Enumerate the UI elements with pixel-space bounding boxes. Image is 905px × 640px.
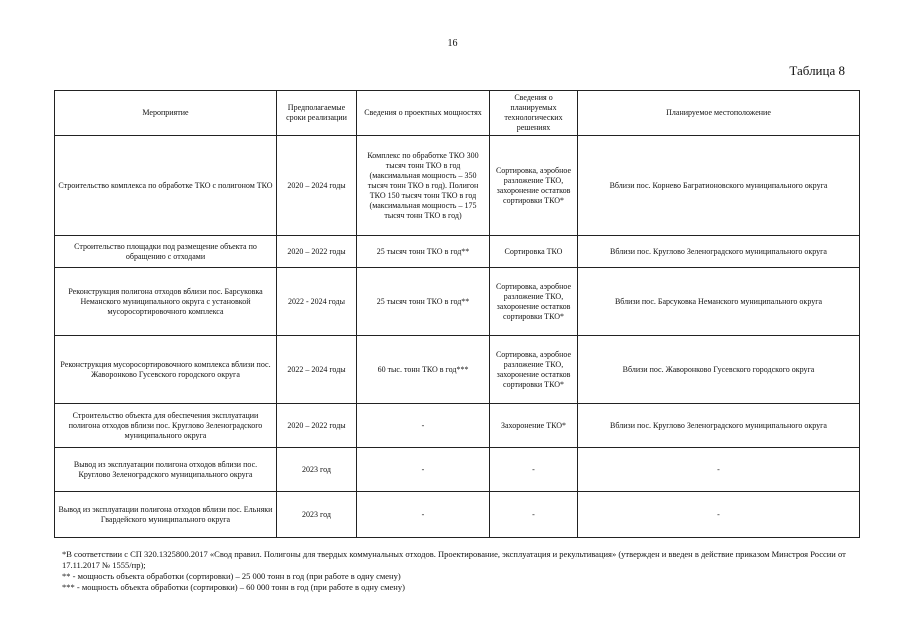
cell-event: Реконструкция мусоросортировочного комплекса вблизи пос. Жаворонково Гусевского городского округа bbox=[55, 336, 277, 404]
cell-event: Строительство площадки под размещение объекта по обращению с отходами bbox=[55, 236, 277, 268]
cell-period: 2022 – 2024 годы bbox=[277, 336, 357, 404]
table-row bbox=[55, 404, 860, 448]
cell-technology: - bbox=[490, 492, 578, 538]
cell-location: Вблизи пос. Круглово Зеленоградского муниципального округа bbox=[578, 404, 860, 448]
cell-location: Вблизи пос. Барсуковка Неманского муниципального округа bbox=[578, 268, 860, 336]
cell-technology: Сортировка, аэробное разложение ТКО, захоронение остатков сортировки ТКО* bbox=[490, 136, 578, 236]
table-row bbox=[55, 236, 860, 268]
footnote: *В соответствии с СП 320.1325800.2017 «Свод правил. Полигоны для твердых коммунальных отходов. Проектирование, эксплуатация и рекультивация» (утвержден и введен в действие приказом Минстроя России от 17.11.2017 № 1555/пр); bbox=[62, 549, 846, 570]
cell-capacity: Комплекс по обработке ТКО 300 тысяч тонн ТКО в год (максимальная мощность – 350 тысяч тонн ТКО в год). Полигон ТКО 150 тысяч тонн ТКО в год (максимальная мощность – 175 тысяч тонн ТКО в год) bbox=[357, 136, 490, 236]
cell-location: - bbox=[578, 492, 860, 538]
cell-capacity: - bbox=[357, 492, 490, 538]
cell-technology: Сортировка, аэробное разложение ТКО, захоронение остатков сортировки ТКО* bbox=[490, 336, 578, 404]
cell-location: Вблизи пос. Корнево Багратионовского муниципального округа bbox=[578, 136, 860, 236]
column-header-technology: Сведения о планируемых технологических решениях bbox=[490, 91, 578, 136]
table-header-row bbox=[55, 91, 860, 136]
cell-capacity: - bbox=[357, 404, 490, 448]
cell-location: - bbox=[578, 448, 860, 492]
table-row bbox=[55, 492, 860, 538]
column-header-capacity: Сведения о проектных мощностях bbox=[357, 91, 490, 136]
column-header-period: Предполагаемые сроки реализации bbox=[277, 91, 357, 136]
cell-technology: Захоронение ТКО* bbox=[490, 404, 578, 448]
table-row bbox=[55, 268, 860, 336]
cell-period: 2023 год bbox=[277, 448, 357, 492]
cell-technology: Сортировка ТКО bbox=[490, 236, 578, 268]
cell-period: 2020 – 2024 годы bbox=[277, 136, 357, 236]
footnote: *** - мощность объекта обработки (сортировки) – 60 000 тонн в год (при работе в одну смену) bbox=[62, 582, 405, 592]
cell-technology: Сортировка, аэробное разложение ТКО, захоронение остатков сортировки ТКО* bbox=[490, 268, 578, 336]
cell-capacity: - bbox=[357, 448, 490, 492]
footnotes bbox=[62, 549, 862, 593]
cell-event: Строительство комплекса по обработке ТКО с полигоном ТКО bbox=[55, 136, 277, 236]
cell-event: Строительство объекта для обеспечения эксплуатации полигона отходов вблизи пос. Круглово Зеленоградского муниципального округа bbox=[55, 404, 277, 448]
cell-period: 2022 - 2024 годы bbox=[277, 268, 357, 336]
table-row bbox=[55, 448, 860, 492]
table-row bbox=[55, 336, 860, 404]
cell-location: Вблизи пос. Круглово Зеленоградского муниципального округа bbox=[578, 236, 860, 268]
cell-event: Реконструкция полигона отходов вблизи пос. Барсуковка Неманского муниципального округа с установкой мусоросортировочного комплекса bbox=[55, 268, 277, 336]
cell-period: 2020 – 2022 годы bbox=[277, 236, 357, 268]
footnote: ** - мощность объекта обработки (сортировки) – 25 000 тонн в год (при работе в одну смену) bbox=[62, 571, 401, 581]
cell-technology: - bbox=[490, 448, 578, 492]
table-row bbox=[55, 136, 860, 236]
cell-capacity: 25 тысяч тонн ТКО в год** bbox=[357, 236, 490, 268]
cell-period: 2023 год bbox=[277, 492, 357, 538]
column-header-event: Мероприятие bbox=[55, 91, 277, 136]
cell-capacity: 60 тыс. тонн ТКО в год*** bbox=[357, 336, 490, 404]
cell-location: Вблизи пос. Жаворонково Гусевского городского округа bbox=[578, 336, 860, 404]
data-table bbox=[54, 90, 860, 538]
cell-period: 2020 – 2022 годы bbox=[277, 404, 357, 448]
page-number: 16 bbox=[447, 38, 458, 49]
column-header-location: Планируемое местоположение bbox=[578, 91, 860, 136]
cell-event: Вывод из эксплуатации полигона отходов вблизи пос. Круглово Зеленоградского муниципального округа bbox=[55, 448, 277, 492]
cell-event: Вывод из эксплуатации полигона отходов вблизи пос. Ельняки Гвардейского муниципального округа bbox=[55, 492, 277, 538]
table-title: Таблица 8 bbox=[789, 63, 845, 78]
cell-capacity: 25 тысяч тонн ТКО в год** bbox=[357, 268, 490, 336]
